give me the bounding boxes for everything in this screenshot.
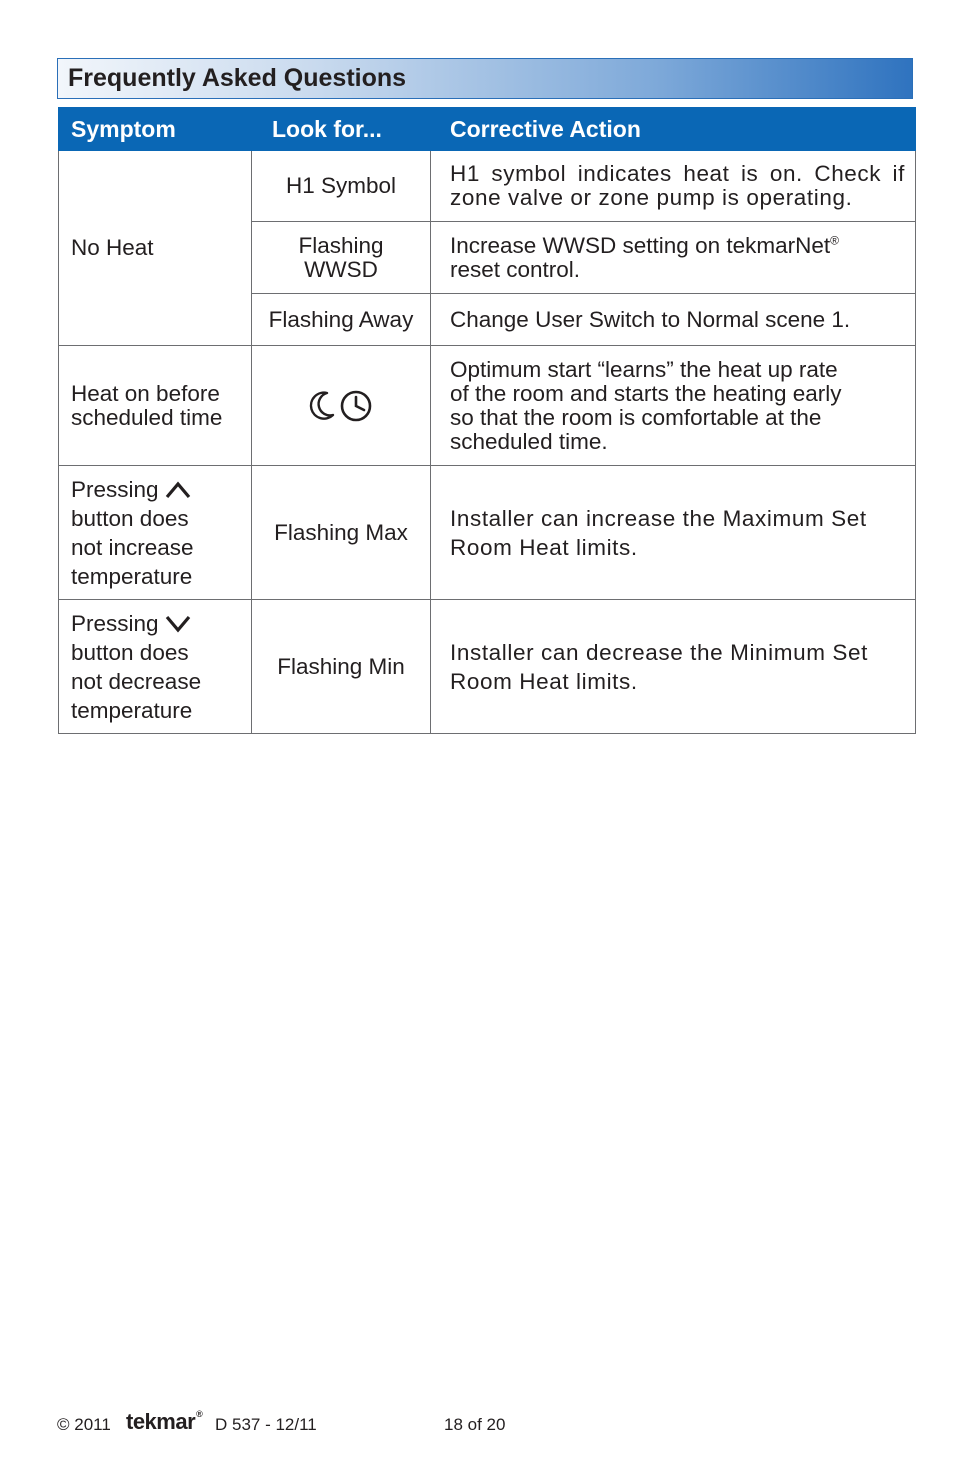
look-for-text: Flashing	[298, 232, 384, 258]
action-cell	[431, 294, 916, 346]
symptom-cell	[59, 466, 252, 600]
header-symptom: Symptom	[59, 108, 252, 151]
symptom-text: scheduled time	[71, 404, 223, 430]
clock-icon	[342, 392, 370, 420]
action-text: Change User Switch to Normal scene 1.	[450, 306, 851, 332]
footer-copyright: © 2011	[57, 1415, 111, 1434]
registered-mark: ®	[830, 233, 839, 247]
action-text: Installer can decrease the Minimum Set	[450, 639, 868, 665]
header-corrective-action: Corrective Action	[431, 108, 916, 151]
brand-registered-mark: ®	[196, 1409, 203, 1419]
chevron-up-icon	[165, 480, 191, 500]
action-text: Installer can increase the Maximum Set	[450, 505, 867, 531]
moon-icon	[311, 392, 333, 418]
symptom-text: not increase	[71, 534, 194, 560]
brand-logo	[126, 1409, 202, 1435]
section-title: Frequently Asked Questions	[68, 64, 407, 92]
chevron-down-icon	[165, 614, 191, 634]
action-text: Increase WWSD setting on tekmarNet	[450, 232, 831, 258]
look-for-cell	[252, 346, 431, 466]
table-row	[59, 346, 916, 466]
faq-table	[58, 107, 916, 734]
faq-section-banner	[57, 58, 913, 99]
action-text: Room Heat limits.	[450, 534, 638, 560]
symptom-text: not decrease	[71, 668, 202, 694]
symptom-cell	[59, 600, 252, 734]
symptom-text: Pressing	[71, 610, 159, 636]
look-for-cell	[252, 600, 431, 734]
action-text: of the room and starts the heating early	[450, 380, 842, 406]
action-text: H1 symbol indicates heat is on. Check if zone valve or zone pump is operating.	[450, 161, 905, 210]
action-cell	[431, 600, 916, 734]
look-for-cell	[252, 151, 431, 222]
action-cell	[431, 466, 916, 600]
look-for-text: H1 Symbol	[285, 173, 397, 198]
footer-doc-code: D 537 - 12/11	[215, 1415, 317, 1434]
symptom-text: temperature	[71, 697, 193, 723]
table-row	[59, 151, 916, 222]
look-for-cell	[252, 466, 431, 600]
action-cell	[431, 151, 916, 222]
header-look-for: Look for...	[252, 108, 431, 151]
action-text: Room Heat limits.	[450, 668, 638, 694]
look-for-cell	[252, 294, 431, 346]
action-cell	[431, 222, 916, 294]
look-for-text: Flashing Away	[268, 306, 414, 332]
look-for-cell	[252, 222, 431, 294]
look-for-text: Flashing Max	[274, 519, 408, 545]
look-for-text: WWSD	[304, 256, 378, 282]
symptom-text: temperature	[71, 563, 193, 589]
symptom-cell	[59, 346, 252, 466]
symptom-text: Heat on before	[71, 380, 220, 406]
table-row	[59, 600, 916, 734]
action-cell	[431, 346, 916, 466]
brand-name: tekmar	[126, 1409, 196, 1434]
symptom-text: No Heat	[71, 235, 154, 260]
action-text: reset control.	[450, 256, 581, 282]
moon-clock-icons	[306, 389, 376, 423]
table-header-row	[59, 108, 916, 151]
look-for-text: Flashing Min	[277, 653, 405, 679]
action-text: so that the room is comfortable at the	[450, 404, 822, 430]
symptom-text: button does	[71, 505, 189, 531]
symptom-text: Pressing	[71, 476, 159, 502]
action-text: Optimum start “learns” the heat up rate	[450, 356, 838, 382]
symptom-text: button does	[71, 639, 189, 665]
action-text: scheduled time.	[450, 428, 608, 454]
table-row	[59, 466, 916, 600]
footer-page-number: 18 of 20	[444, 1415, 506, 1434]
symptom-cell	[59, 151, 252, 346]
